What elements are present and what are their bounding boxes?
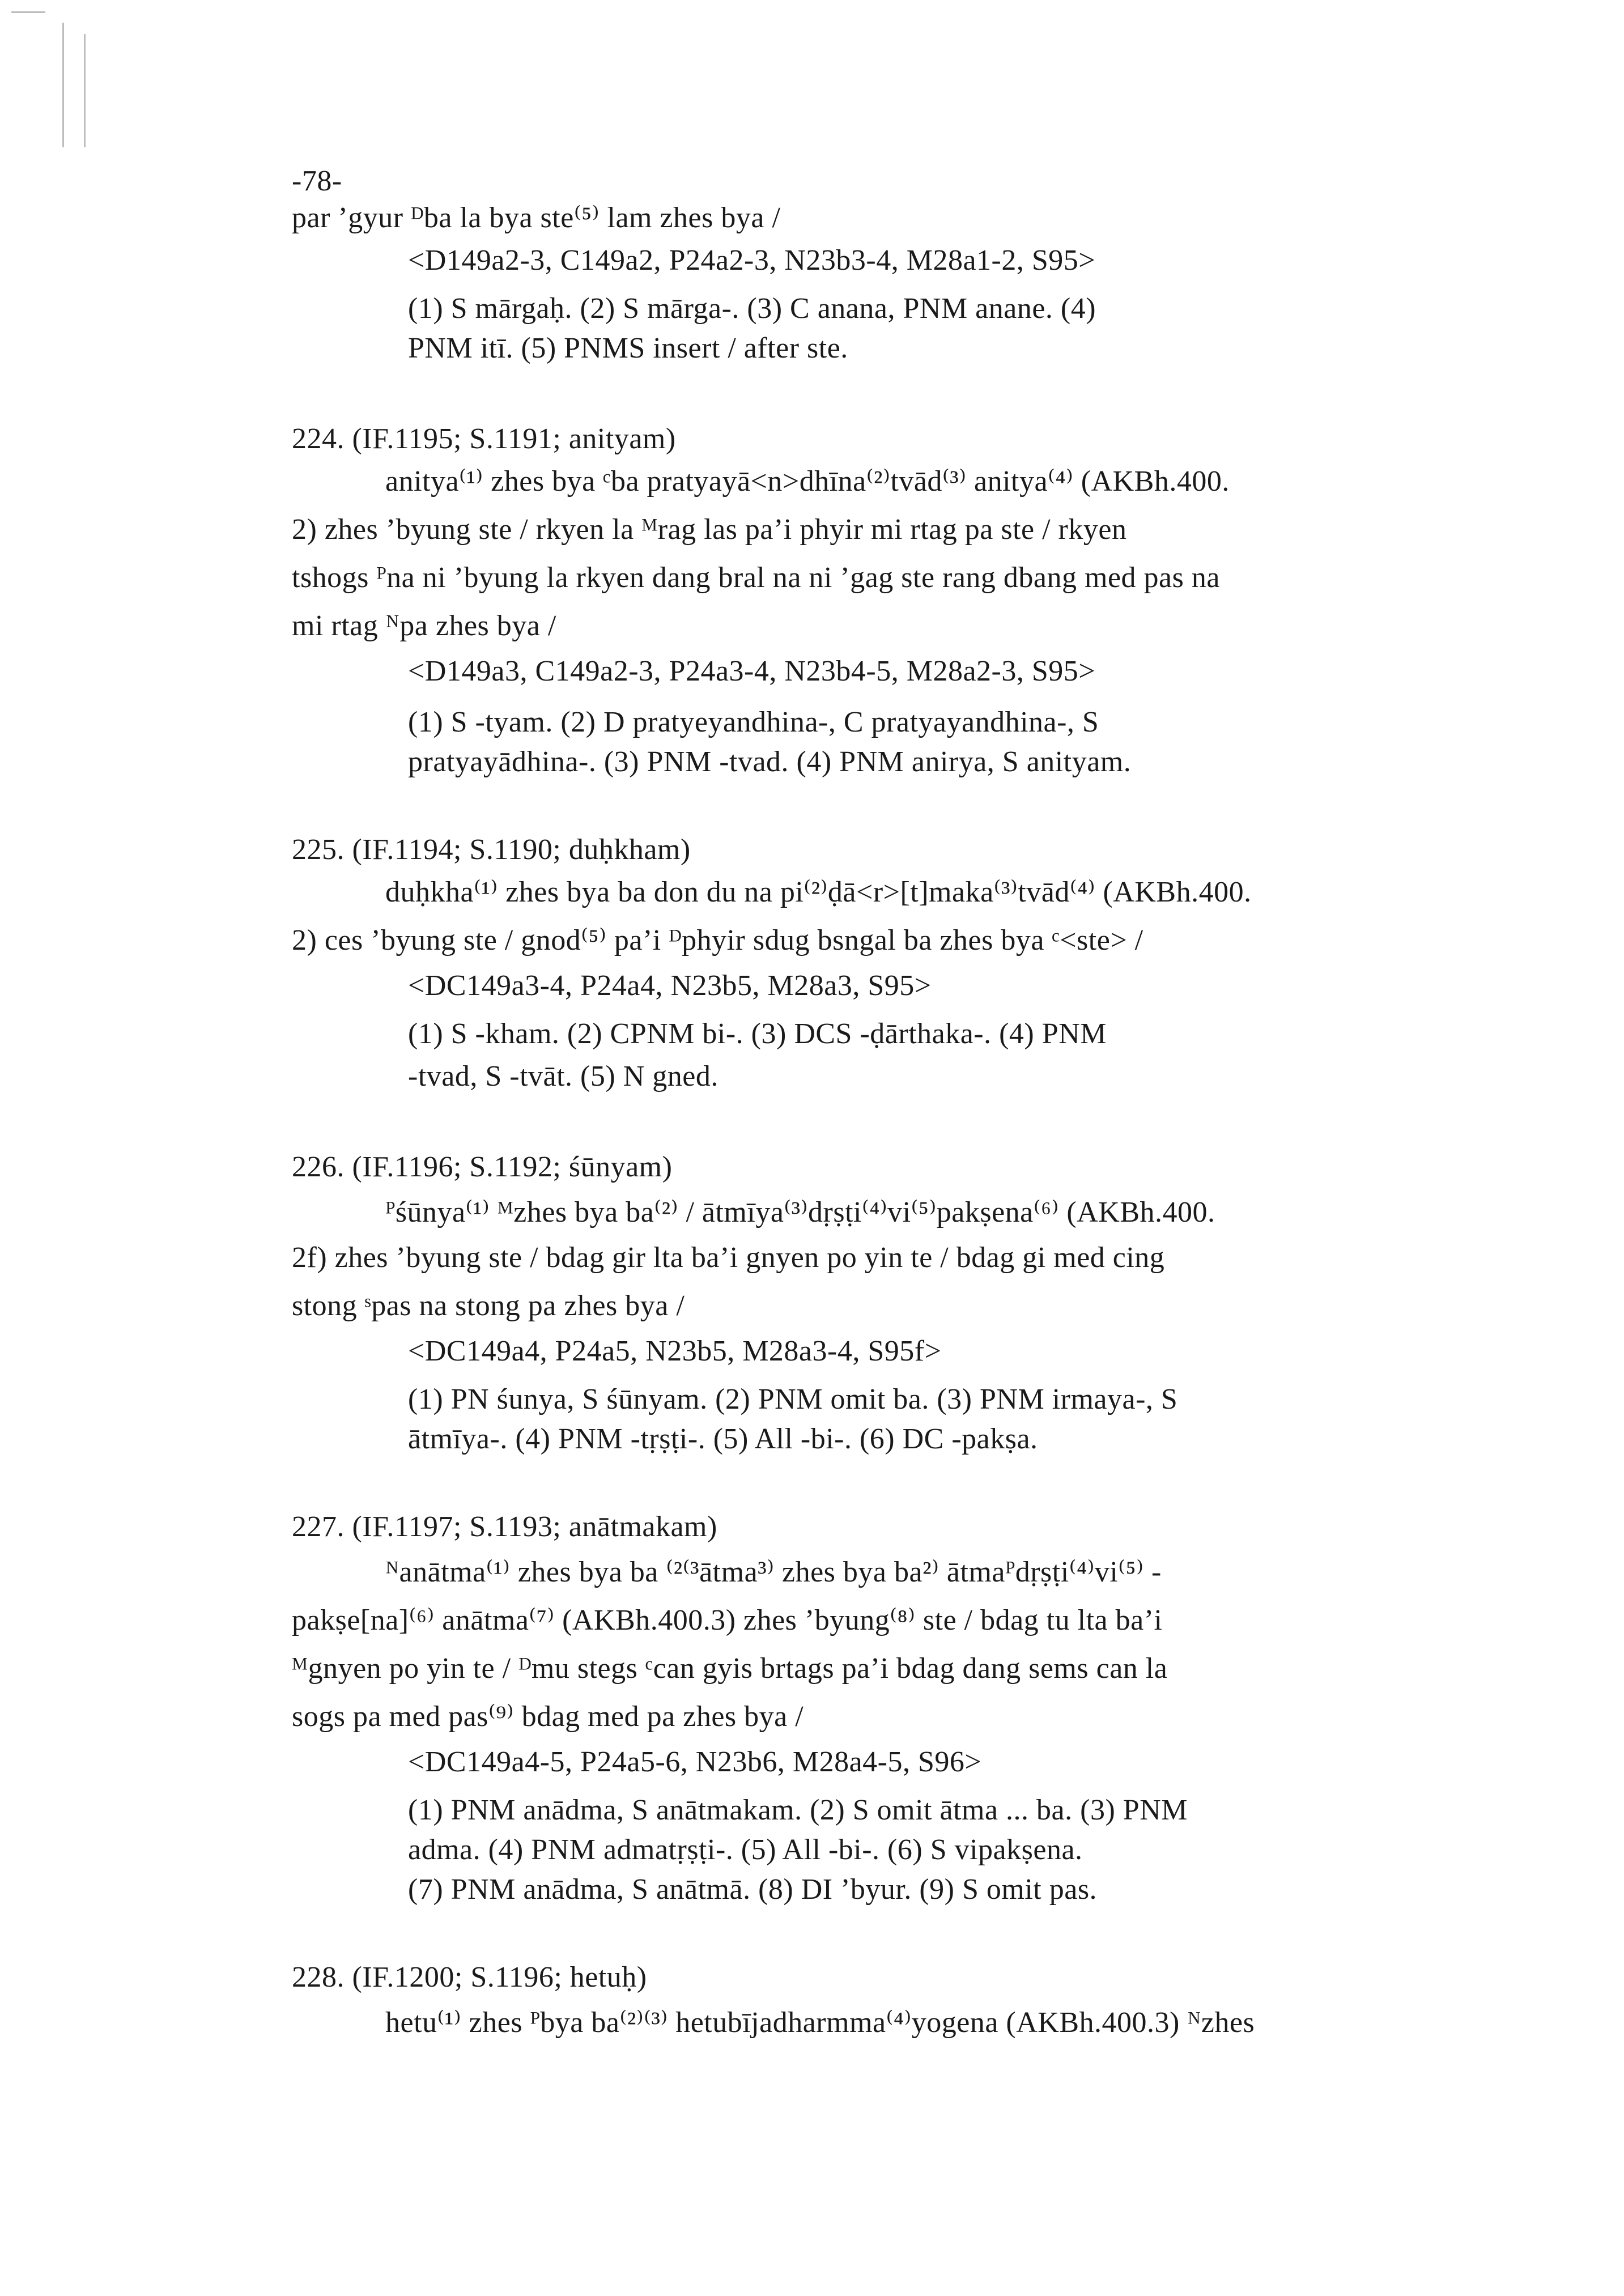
source-references: <DC149a4, P24a5, N23b5, M28a3-4, S95f> [408,1335,942,1367]
text-line: ᴺanātma⁽¹⁾ zhes bya ba ⁽²⁽³ātma³⁾ zhes bya ba²⁾ ātmaᴾdṛṣṭi⁽⁴⁾vi⁽⁵⁾ - [385,1556,1162,1588]
text-line: 2) zhes ’byung ste / rkyen la ᴹrag las pa’i phyir mi rtag pa ste / rkyen [292,513,1127,546]
scan-margin-mark [11,11,45,13]
variant-note: (1) PNM anādma, S anātmakam. (2) S omit ātma ... ba. (3) PNM [408,1794,1188,1826]
text-line: sogs pa med pas⁽⁹⁾ bdag med pa zhes bya / [292,1700,804,1733]
scan-margin-mark [62,23,64,147]
source-references: <D149a3, C149a2-3, P24a3-4, N23b4-5, M28a2-3, S95> [408,655,1096,687]
variant-note: ātmīya-. (4) PNM -tṛṣṭi-. (5) All -bi-. (6) DC -pakṣa. [408,1423,1038,1455]
scan-margin-mark [84,34,86,147]
text-line: ᴾśūnya⁽¹⁾ ᴹzhes bya ba⁽²⁾ / ātmīya⁽³⁾dṛṣṭi⁽⁴⁾vi⁽⁵⁾pakṣena⁽⁶⁾ (AKBh.400. [385,1196,1215,1228]
source-references: <DC149a3-4, P24a4, N23b5, M28a3, S95> [408,970,932,1002]
source-references: <D149a2-3, C149a2, P24a2-3, N23b3-4, M28a1-2, S95> [408,244,1096,277]
text-line: stong ˢpas na stong pa zhes bya / [292,1290,685,1322]
variant-note: PNM itī. (5) PNMS insert / after ste. [408,332,848,364]
variant-note: (1) S -tyam. (2) D pratyeyandhina-, C pratyayandhina-, S [408,706,1099,738]
text-line: ᴹgnyen po yin te / ᴰmu stegs ᶜcan gyis brtags pa’i bdag dang sems can la [292,1652,1168,1685]
variant-note: adma. (4) PNM admatṛṣṭi-. (5) All -bi-. (6) S vipakṣena. [408,1834,1083,1866]
text-line: 2f) zhes ’byung ste / bdag gir lta ba’i gnyen po yin te / bdag gi med cing [292,1241,1165,1274]
text-line: anitya⁽¹⁾ zhes bya ᶜba pratyayā<n>dhīna⁽²⁾tvād⁽³⁾ anitya⁽⁴⁾ (AKBh.400. [385,465,1230,498]
entry-heading: 225. (IF.1194; S.1190; duḥkham) [292,834,691,866]
text-line: duḥkha⁽¹⁾ zhes bya ba don du na pi⁽²⁾ḍā<r>[t]maka⁽³⁾tvād⁽⁴⁾ (AKBh.400. [385,876,1252,908]
entry-heading: 228. (IF.1200; S.1196; hetuḥ) [292,1961,647,1993]
variant-note: (1) S -kham. (2) CPNM bi-. (3) DCS -ḍārthaka-. (4) PNM [408,1018,1107,1050]
entry-heading: 227. (IF.1197; S.1193; anātmakam) [292,1511,717,1543]
text-line: tshogs ᴾna ni ’byung la rkyen dang bral na ni ’gag ste rang dbang med pas na [292,562,1220,594]
source-references: <DC149a4-5, P24a5-6, N23b6, M28a4-5, S96> [408,1746,982,1778]
entry-heading: 226. (IF.1196; S.1192; śūnyam) [292,1151,673,1183]
variant-note: -tvad, S -tvāt. (5) N gned. [408,1060,719,1092]
variant-note: (7) PNM anādma, S anātmā. (8) DI ’byur. (9) S omit pas. [408,1873,1098,1906]
entry-heading: 224. (IF.1195; S.1191; anityam) [292,423,676,455]
variant-note: pratyayādhina-. (3) PNM -tvad. (4) PNM anirya, S anityam. [408,746,1132,778]
text-line: 2) ces ’byung ste / gnod⁽⁵⁾ pa’i ᴰphyir sdug bsngal ba zhes bya ᶜ<ste> / [292,924,1143,956]
variant-note: (1) S mārgaḥ. (2) S mārga-. (3) C anana, PNM anane. (4) [408,292,1096,325]
text-line: par ’gyur ᴰba la bya ste⁽⁵⁾ lam zhes bya / [292,202,781,234]
page-number: -78- [292,165,342,197]
text-line: pakṣe[na]⁽⁶⁾ anātma⁽⁷⁾ (AKBh.400.3) zhes ’byung⁽⁸⁾ ste / bdag tu lta ba’i [292,1604,1163,1636]
text-line: mi rtag ᴺpa zhes bya / [292,610,556,642]
text-line: hetu⁽¹⁾ zhes ᴾbya ba⁽²⁾⁽³⁾ hetubījadharmma⁽⁴⁾yogena (AKBh.400.3) ᴺzhes [385,2006,1255,2039]
variant-note: (1) PN śunya, S śūnyam. (2) PNM omit ba. (3) PNM irmaya-, S [408,1383,1178,1415]
